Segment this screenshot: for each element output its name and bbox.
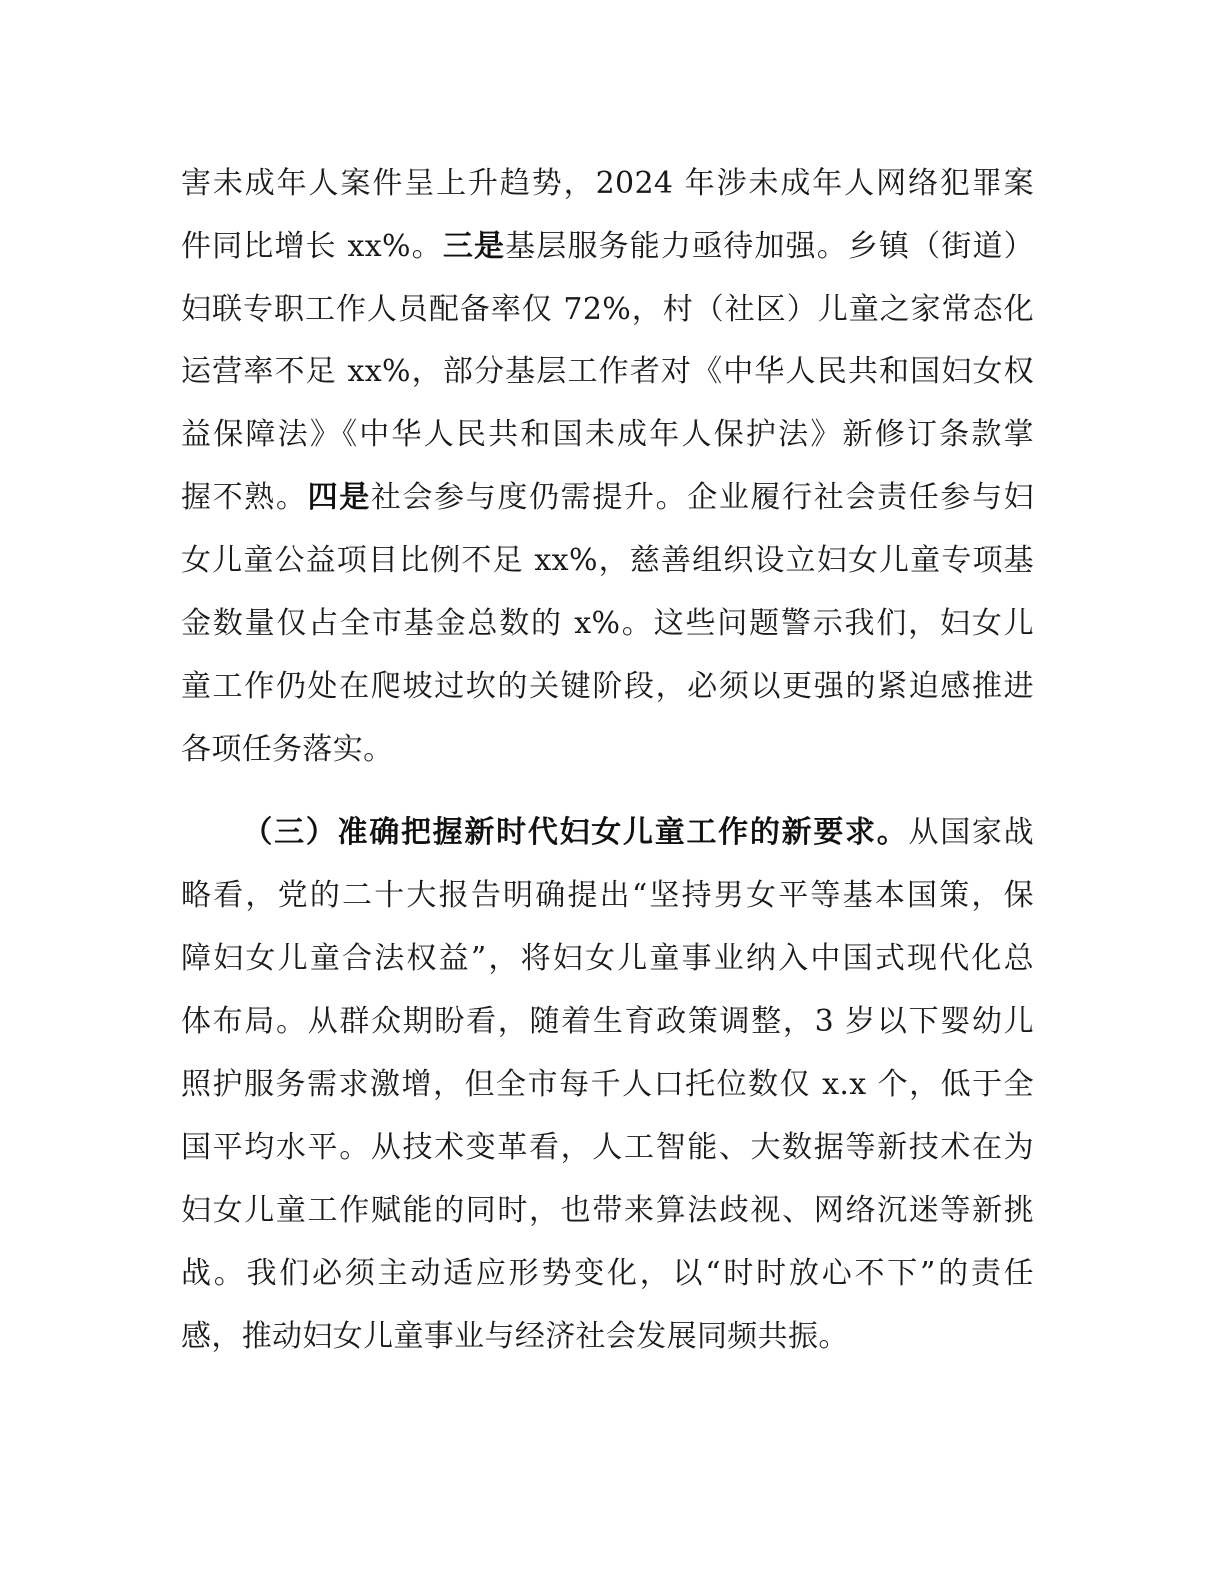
text-line: 略看，党的二十大报告明确提出“坚持男女平等基本国策，保 xyxy=(181,878,1034,913)
text-line: 女儿童公益项目比例不足 xx%，慈善组织设立妇女儿童专项基 xyxy=(181,543,1034,578)
text-line: 童工作仍处在爬坡过坎的关键阶段，必须以更强的紧迫感推进 xyxy=(181,669,1034,704)
text-line: 金数量仅占全市基金总数的 x%。这些问题警示我们，妇女儿 xyxy=(181,606,1034,641)
text-line: 障妇女儿童合法权益”，将妇女儿童事业纳入中国式现代化总 xyxy=(181,941,1034,976)
text-line: 国平均水平。从技术变革看，人工智能、大数据等新技术在为 xyxy=(181,1130,1034,1165)
text-line: 益保障法》《中华人民共和国未成年人保护法》新修订条款掌 xyxy=(181,417,1034,452)
section-heading: （三）准确把握新时代妇女儿童工作的新要求。 xyxy=(241,815,909,850)
text-line: 件同比增长 xx%。三是基层服务能力亟待加强。乡镇（街道） xyxy=(181,229,1034,264)
text-line: 妇联专职工作人员配备率仅 72%，村（社区）儿童之家常态化 xyxy=(181,292,1034,327)
text-line: 照护服务需求激增，但全市每千人口托位数仅 x.x 个，低于全 xyxy=(181,1067,1034,1102)
bold-marker: 三是 xyxy=(442,229,506,264)
text-line: 各项任务落实。 xyxy=(181,732,394,767)
text-line: 运营率不足 xx%，部分基层工作者对《中华人民共和国妇女权 xyxy=(181,354,1034,389)
text-line: 感，推动妇女儿童事业与经济社会发展同频共振。 xyxy=(181,1319,849,1354)
text-line: 害未成年人案件呈上升趋势，2024 年涉未成年人网络犯罪案 xyxy=(181,166,1034,201)
bold-marker: 四是 xyxy=(307,480,371,515)
text-line: 握不熟。四是社会参与度仍需提升。企业履行社会责任参与妇 xyxy=(181,480,1034,515)
text-line: 妇女儿童工作赋能的同时，也带来算法歧视、网络沉迷等新挑 xyxy=(181,1193,1034,1228)
text-line: 战。我们必须主动适应形势变化，以“时时放心不下”的责任 xyxy=(181,1256,1034,1291)
text-line: 体布局。从群众期盼看，随着生育政策调整，3 岁以下婴幼儿 xyxy=(181,1004,1034,1039)
text-line: （三）准确把握新时代妇女儿童工作的新要求。从国家战 xyxy=(241,815,1034,850)
